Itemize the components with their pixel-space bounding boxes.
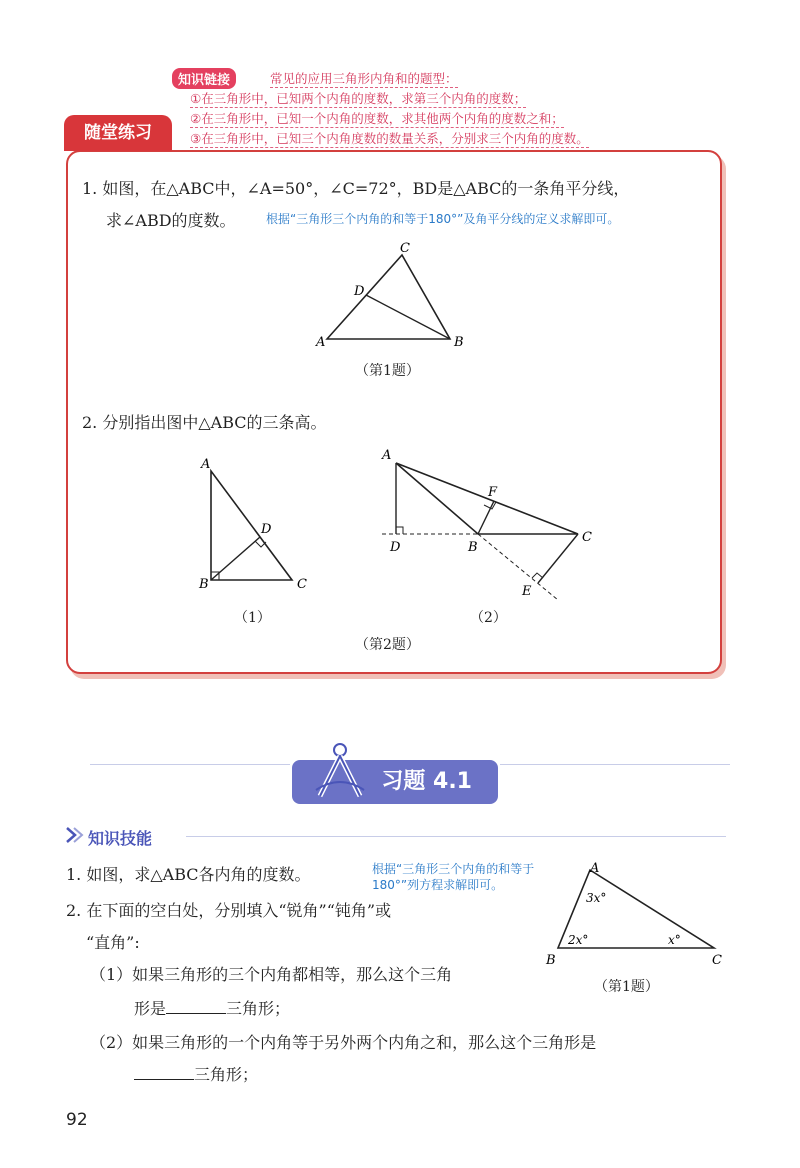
figure-exercise-1 [540,858,730,968]
practice-q1-caption: （第1题） [355,363,420,379]
exercise-2-1b [134,996,290,1019]
exercise-2-1a: （1）如果三角形的三个内角都相等，那么这个三角 [90,965,453,984]
fig3-angle-a: 3x° [586,891,607,905]
knowledge-link-tag: 知识链接 [172,68,236,89]
fig3-label-c: C [712,953,722,968]
exercise-rule-right [500,764,730,765]
figure-q2-1 [195,455,315,595]
compass-icon [306,738,370,802]
exercise-1-caption: （第1题） [594,979,659,995]
practice-q2-sub1: （1） [234,610,271,626]
practice-q2: 2. 分别指出图中△ABC的三条高。 [82,413,327,432]
fig3-angle-b: 2x° [568,933,589,947]
fig2b-label-d: D [390,540,401,555]
fig2a-label-a: A [201,457,211,472]
knowledge-link-item-3: ③在三角形中，已知三个内角度数的数量关系，分别求三个内角的度数。 [190,131,589,146]
fig2b-label-a: A [382,448,392,463]
fig2b-label-f: F [488,485,498,500]
exercise-2-1b-post: 三角形； [226,999,291,1018]
skills-title: 知识技能 [88,829,153,848]
fig1-label-b: B [454,335,464,350]
exercise-1: 1. 如图，求△ABC各内角的度数。 [66,865,311,884]
practice-q2-sub2: （2） [470,610,507,626]
fig3-angle-c: x° [668,933,681,947]
figure-q1-triangle [300,240,480,350]
fig2a-label-b: B [199,577,209,592]
exercise-2-2b-post: 三角形； [194,1065,259,1084]
knowledge-link-item-1: ①在三角形中，已知两个内角的度数，求第三个内角的度数； [190,91,527,106]
fig2b-label-b: B [468,540,478,555]
chevron-right-icon [64,826,84,844]
exercise-2-2b [134,1062,258,1085]
fig2a-label-c: C [297,577,307,592]
exercise-1-note-line2: 180°”列方程求解即可。 [372,878,504,892]
exercise-1-note-line1: 根据“三角形三个内角的和等于 [372,862,535,876]
exercise-2-line1: 2. 在下面的空白处，分别填入“锐角”“钝角”或 [66,901,392,920]
exercise-2-2a: （2）如果三角形的一个内角等于另外两个内角之和，那么这个三角形是 [90,1033,597,1052]
answer-blank-1[interactable] [166,1013,226,1014]
fig2a-label-d: D [261,522,272,537]
practice-q1-note: 根据“三角形三个内角的和等于180°”及角平分线的定义求解即可。 [266,212,620,226]
practice-tab: 随堂练习 [64,115,172,151]
skills-rule [186,836,726,837]
fig1-label-d: D [354,284,365,299]
fig1-label-a: A [316,335,326,350]
exercise-2-1b-pre: 形是 [134,999,167,1018]
fig3-label-b: B [546,953,556,968]
practice-q1-line1: 1. 如图，在△ABC中，∠A=50°，∠C=72°，BD是△ABC的一条角平分线， [82,179,630,198]
figure-q2-2 [378,445,608,605]
exercise-title: 习题 4.1 [292,760,498,804]
page-number: 92 [66,1110,88,1130]
fig2b-label-c: C [582,530,592,545]
knowledge-link-item-2: ②在三角形中，已知一个内角的度数，求其他两个内角的度数之和； [190,111,564,126]
knowledge-link-intro: 常见的应用三角形内角和的题型： [270,71,458,86]
exercise-rule-left [90,764,290,765]
fig3-label-a: A [590,861,600,876]
practice-q2-caption: （第2题） [355,637,420,653]
answer-blank-2[interactable] [134,1079,194,1080]
exercise-2-line2: “直角”: [86,933,140,952]
fig1-label-c: C [400,241,410,256]
fig2b-label-e: E [522,584,532,599]
practice-q1-line2: 求∠ABD的度数。 [106,211,236,230]
